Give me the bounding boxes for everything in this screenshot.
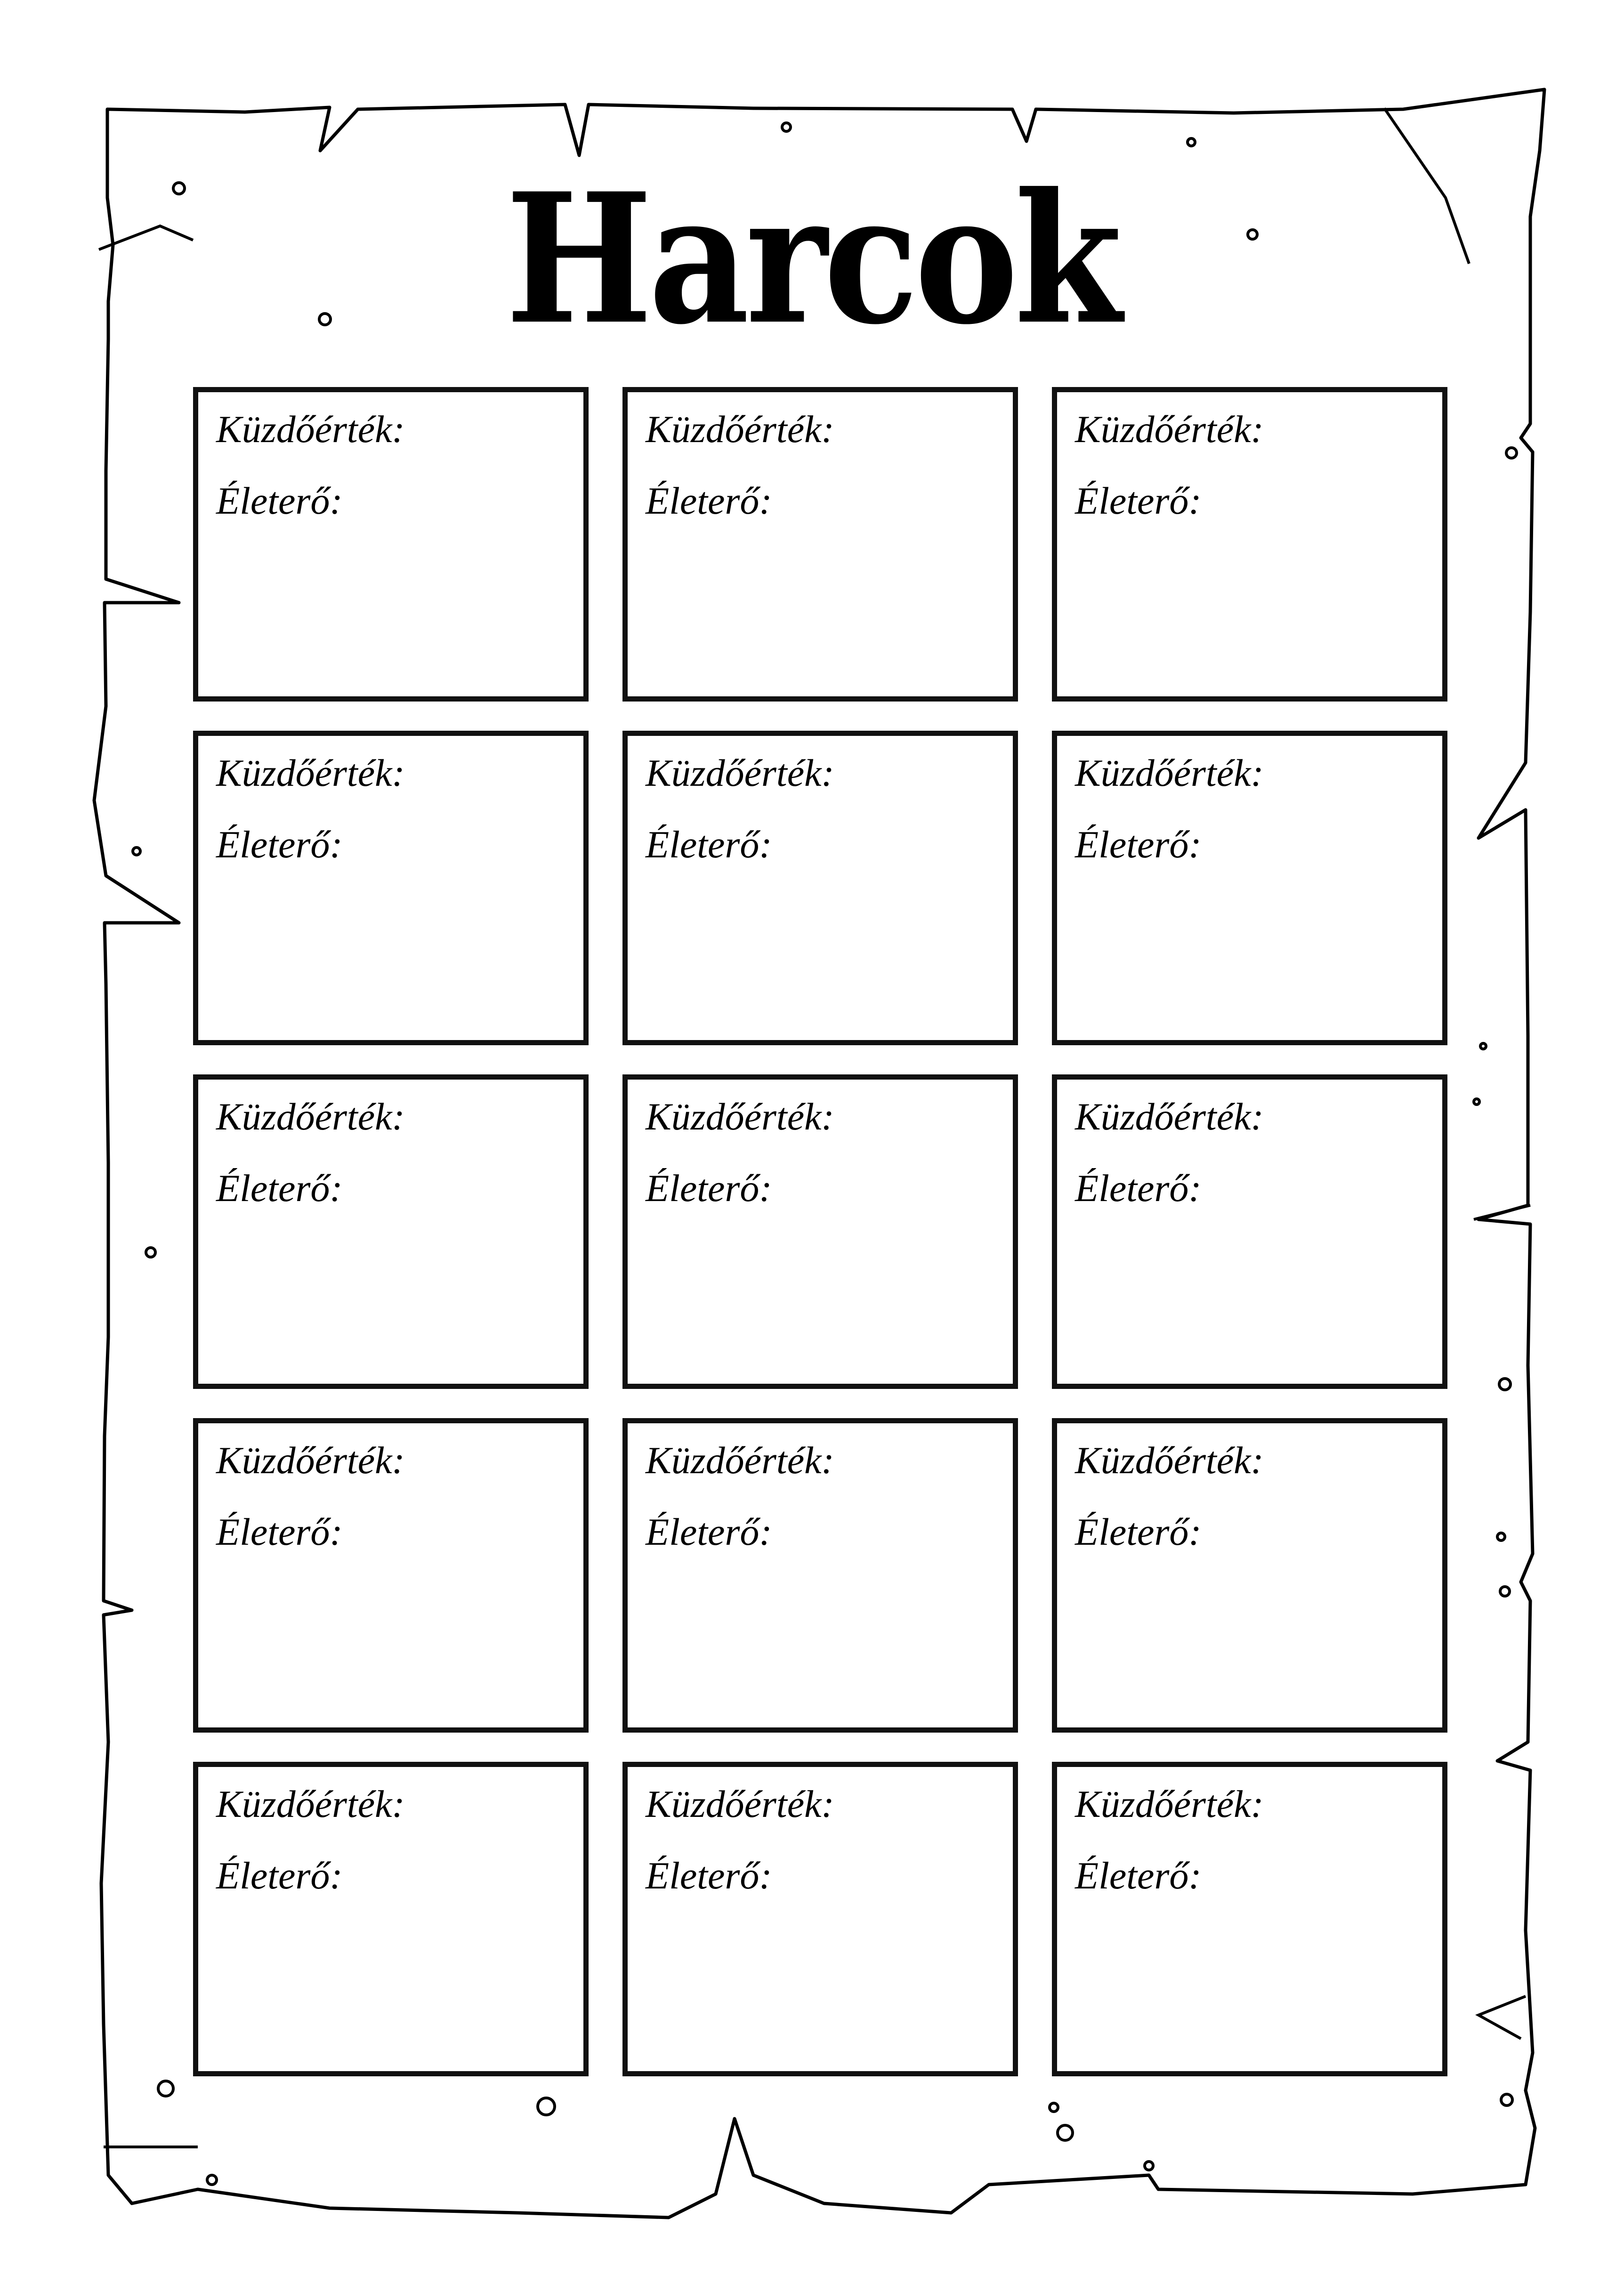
combat-value-label: Küzdőérték: xyxy=(216,408,405,451)
health-label: Életerő: xyxy=(646,823,772,866)
health-label: Életerő: xyxy=(646,1167,772,1210)
combat-value-label: Küzdőérték: xyxy=(646,751,834,794)
combat-card xyxy=(193,1762,589,2076)
health-label: Életerő: xyxy=(646,1854,772,1897)
combat-card xyxy=(1052,387,1447,702)
combat-card xyxy=(622,1418,1018,1733)
combat-card xyxy=(1052,1418,1447,1733)
combat-value-label: Küzdőérték: xyxy=(1075,1095,1264,1138)
combat-card xyxy=(622,731,1018,1045)
health-label: Életerő: xyxy=(1075,1167,1202,1210)
combat-card xyxy=(193,1418,589,1733)
health-label: Életerő: xyxy=(216,479,343,522)
combat-value-label: Küzdőérték: xyxy=(216,1439,405,1482)
combat-card xyxy=(193,387,589,702)
health-label: Életerő: xyxy=(216,1510,343,1553)
combat-card xyxy=(1052,731,1447,1045)
combat-value-label: Küzdőérték: xyxy=(1075,408,1264,451)
page-title: Harcok xyxy=(505,153,1119,364)
combat-value-label: Küzdőérték: xyxy=(1075,1439,1264,1482)
combat-grid xyxy=(193,387,1447,2076)
combat-card xyxy=(622,1074,1018,1389)
health-label: Életerő: xyxy=(1075,1510,1202,1553)
health-label: Életerő: xyxy=(216,1167,343,1210)
combat-card xyxy=(193,1074,589,1389)
combat-card xyxy=(1052,1074,1447,1389)
combat-card xyxy=(622,387,1018,702)
combat-card xyxy=(1052,1762,1447,2076)
combat-value-label: Küzdőérték: xyxy=(646,1783,834,1825)
health-label: Életerő: xyxy=(216,1854,343,1897)
combat-value-label: Küzdőérték: xyxy=(216,1783,405,1825)
combat-value-label: Küzdőérték: xyxy=(646,408,834,451)
health-label: Életerő: xyxy=(646,1510,772,1553)
combat-card xyxy=(193,731,589,1045)
combat-value-label: Küzdőérték: xyxy=(216,1095,405,1138)
health-label: Életerő: xyxy=(216,823,343,866)
combat-value-label: Küzdőérték: xyxy=(1075,1783,1264,1825)
combat-value-label: Küzdőérték: xyxy=(646,1095,834,1138)
health-label: Életerő: xyxy=(1075,479,1202,522)
combat-value-label: Küzdőérték: xyxy=(216,751,405,794)
combat-card xyxy=(622,1762,1018,2076)
health-label: Életerő: xyxy=(646,479,772,522)
combat-value-label: Küzdőérték: xyxy=(1075,751,1264,794)
health-label: Életerő: xyxy=(1075,1854,1202,1897)
health-label: Életerő: xyxy=(1075,823,1202,866)
combat-value-label: Küzdőérték: xyxy=(646,1439,834,1482)
